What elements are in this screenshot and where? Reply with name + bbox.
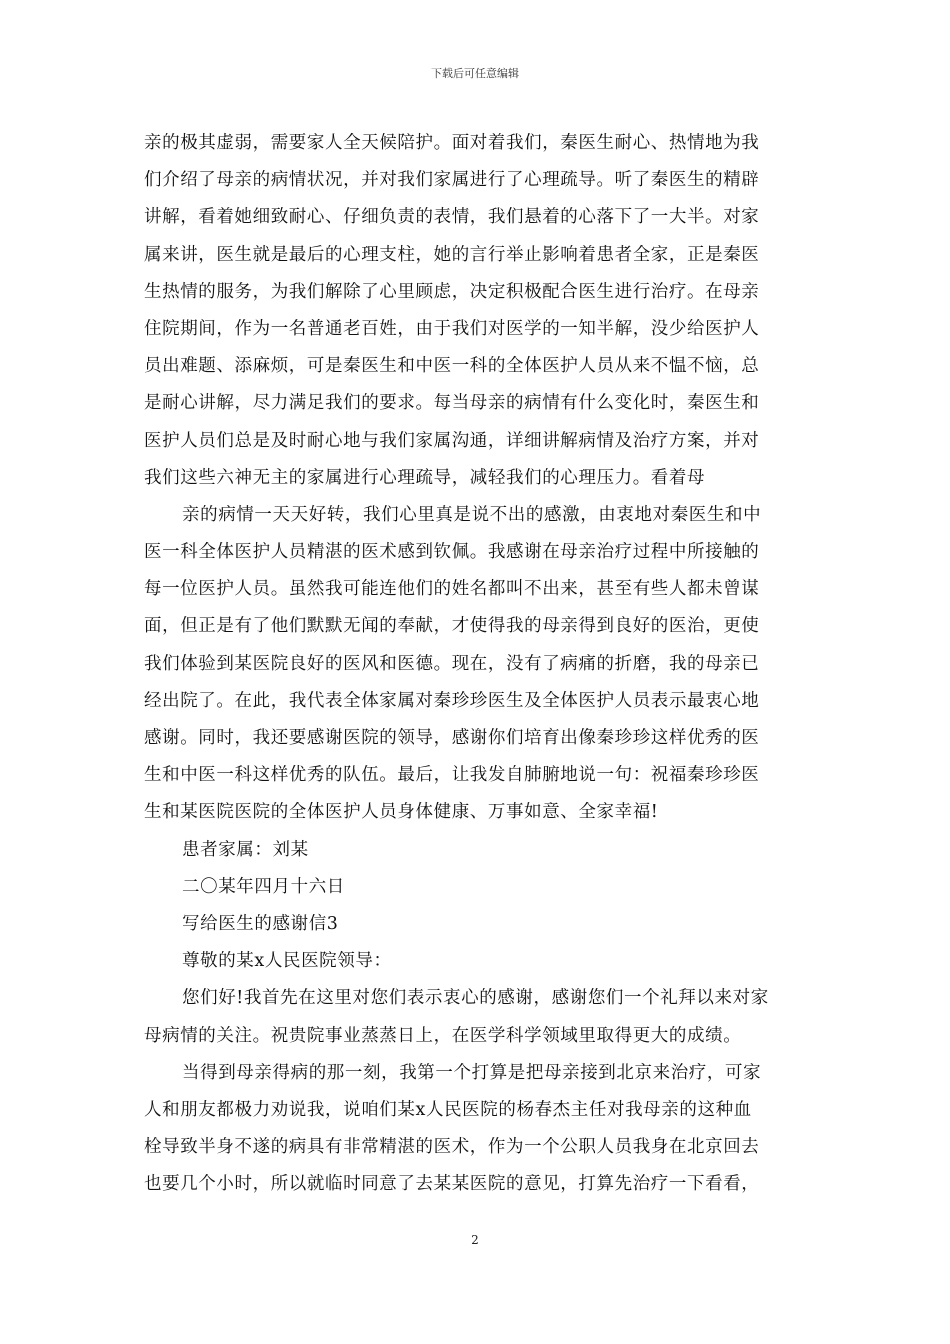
- paragraph-start-line: 亲的病情一天天好转，我们心里真是说不出的感激，由衷地对秦医生和中: [182, 504, 762, 525]
- text-line: 母病情的关注。祝贵院事业蒸蒸日上，在医学科学领域里取得更大的成绩。: [144, 1025, 742, 1046]
- text-line: 亲的极其虚弱，需要家人全天候陪护。面对着我们，秦医生耐心、热情地为我: [144, 133, 760, 153]
- text-line: 生和某医院医院的全体医护人员身体健康、万事如意、全家幸福!: [144, 802, 659, 823]
- page-header: 下载后可任意编辑: [431, 67, 519, 80]
- text-line: 每一位医护人员。虽然我可能连他们的姓名都叫不出来，甚至有些人都未曾谋: [144, 579, 760, 600]
- text-line: 感谢。同时，我还要感谢医院的领导，感谢你们培育出像秦珍珍这样优秀的医: [144, 728, 760, 748]
- signature-line: 患者家属：刘某: [182, 839, 309, 860]
- text-line: 我们这些六神无主的家属进行心理疏导，减轻我们的心理压力。看着母: [144, 467, 706, 488]
- section-title: 写给医生的感谢信3: [182, 913, 339, 934]
- text-line: 栓导致半身不遂的病具有非常精湛的医术，作为一个公职人员我身在北京回去: [144, 1137, 760, 1158]
- text-line: 属来讲，医生就是最后的心理支柱，她的言行举止影响着患者全家，正是秦医: [144, 244, 760, 265]
- text-line: 面，但正是有了他们默默无闻的奉献，才使得我的母亲得到良好的医治，更使: [144, 616, 760, 637]
- text-line: 人和朋友都极力劝说我，说咱们某x人民医院的杨春杰主任对我母亲的这种血: [144, 1099, 752, 1120]
- date-line: 二〇某年四月十六日: [182, 876, 345, 897]
- text-line: 经出院了。在此，我代表全体家属对秦珍珍医生及全体医护人员表示最衷心地: [144, 690, 760, 711]
- document-body: [144, 125, 806, 1203]
- page-number: 2: [471, 1233, 479, 1247]
- text-line: 我们体验到某医院良好的医风和医德。现在，没有了病痛的折磨，我的母亲已: [144, 653, 760, 674]
- text-line: 员出难题、添麻烦，可是秦医生和中医一科的全体医护人员从来不愠不恼，总: [144, 356, 760, 377]
- text-line: 医一科全体医护人员精湛的医术感到钦佩。我感谢在母亲治疗过程中所接触的: [144, 542, 760, 563]
- text-line: 讲解，看着她细致耐心、仔细负责的表情，我们悬着的心落下了一大半。对家: [144, 207, 760, 228]
- salutation-line: 尊敬的某x人民医院领导：: [182, 951, 392, 972]
- text-line: 是耐心讲解，尽力满足我们的要求。每当母亲的病情有什么变化时，秦医生和: [144, 393, 760, 414]
- text-line: 生和中医一科这样优秀的队伍。最后，让我发自肺腑地说一句：祝福秦珍珍医: [144, 765, 760, 786]
- text-line: 也要几个小时，所以就临时同意了去某某医院的意见，打算先治疗一下看看，: [144, 1174, 760, 1195]
- paragraph-start-line: 当得到母亲得病的那一刻，我第一个打算是把母亲接到北京来治疗，可家: [182, 1062, 762, 1083]
- text-line: 医护人员们总是及时耐心地与我们家属沟通，详细讲解病情及治疗方案，并对: [144, 430, 760, 451]
- paragraph-start-line: 您们好!我首先在这里对您们表示衷心的感谢，感谢您们一个礼拜以来对家: [182, 988, 769, 1009]
- text-line: 们介绍了母亲的病情状况，并对我们家属进行了心理疏导。听了秦医生的精辟: [144, 170, 760, 191]
- text-line: 生热情的服务，为我们解除了心里顾虑，决定积极配合医生进行治疗。在母亲: [144, 281, 760, 302]
- text-line: 住院期间，作为一名普通老百姓，由于我们对医学的一知半解，没少给医护人: [144, 318, 760, 339]
